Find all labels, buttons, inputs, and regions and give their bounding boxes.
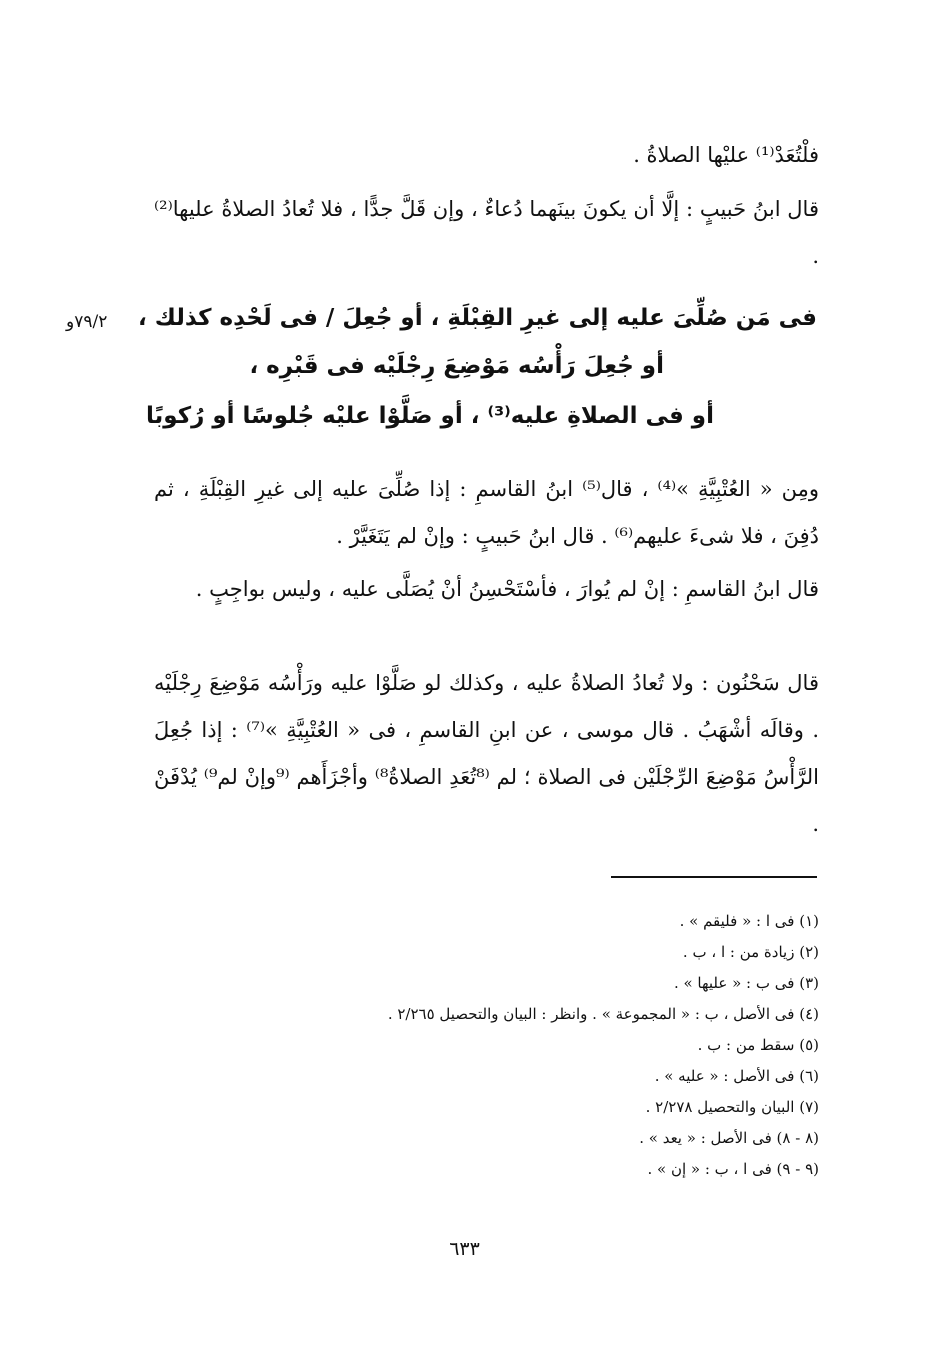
opening-line: فلْتُعَدْ⁽¹⁾ عليْها الصلاةُ . bbox=[633, 143, 819, 167]
footnote-8: (٨ - ٨) فى الأصل : « يعد » . bbox=[639, 1129, 819, 1147]
footnote-1: (١) فى ا : « فليقم » . bbox=[679, 912, 819, 930]
ibn-qasim-paragraph: قال ابنُ القاسمِ : إنْ لم يُوارَ ، فأسْتَحْسِنُ أنْ يُصَلَّى عليه ، وليس بواجِبٍ . bbox=[195, 577, 819, 601]
section-heading-line-2: أو جُعِلَ رَأْسُه مَوْضِعَ رِجْلَيْه فى قَبْرِه ، bbox=[249, 353, 664, 379]
footnote-2: (٢) زيادة من : ا ، ب . bbox=[682, 943, 819, 961]
footnote-5: (٥) سقط من : ب . bbox=[697, 1036, 819, 1054]
footnotes-list bbox=[219, 906, 819, 1185]
margin-folio-note: ٧٩/٢و bbox=[66, 312, 108, 332]
utbiyya-paragraph: ومِن « العُتْبِيَّةِ »⁽⁴⁾ ، قال⁽⁵⁾ ابنُ القاسمِ : إذا صُلِّىَ عليه إلى غيرِ القِبْلَةِ ، ثم دُفِنَ ، فلا شىءَ عليهم⁽⁶⁾ . قال ابنُ حَبيبٍ : وإنْ لم يَتَغَيَّرْ . bbox=[154, 477, 820, 548]
footnote-separator bbox=[611, 876, 817, 878]
footnote-7: (٧) البيان والتحصيل ٢/٢٧٨ . bbox=[645, 1098, 819, 1116]
footnote-9: (٩ - ٩) فى ا ، ب : « إن » . bbox=[647, 1160, 819, 1178]
footnote-3: (٣) فى ب : « عليها » . bbox=[673, 974, 819, 992]
footnote-4: (٤) فى الأصل ، ب : « المجموعة » . وانظر : البيان والتحصيل ٢/٢٦٥ . bbox=[387, 1005, 819, 1023]
section-heading-line-1: فى مَن صُلِّىَ عليه إلى غيرِ القِبْلَةِ ، أو جُعِلَ / فى لَحْدِه كذلك ، bbox=[138, 305, 817, 331]
section-heading-line-3: أو فى الصلاةِ عليه⁽³⁾ ، أو صَلَّوْا عليْه جُلوسًا أو رُكوبًا bbox=[146, 403, 714, 429]
ibn-habib-paragraph: قال ابنُ حَبيبٍ : إلَّا أن يكونَ بينَهما دُعاءٌ ، وإن قَلَّ جدًّا ، فلا تُعادُ الصلاةُ عليها⁽²⁾ . bbox=[154, 197, 819, 268]
sahnun-paragraph: قال سَحْنُون : ولا تُعادُ الصلاةُ عليه ، وكذلك لو صَلَّوْا عليه ورَأْسُه مَوْضِعَ رِجْلَيْه . وقالَه أشْهَبُ . قال موسى ، عن ابنِ القاسمِ ، فى « العُتْبِيَّةِ »⁽⁷⁾ : إذا جُعِلَ الرَّأْسُ مَوْضِعَ الرِّجْلَيْن فى الصلاة ؛ لم ⁽⁸تُعَدِ الصلاةُ⁸⁾ وأجْزَأَهم ⁽⁹وإنْ لم⁹⁾ يُدْفَنْ . bbox=[154, 671, 819, 836]
page-number: ٦٣٣ bbox=[449, 1238, 480, 1260]
footnote-6: (٦) فى الأصل : « عليه » . bbox=[654, 1067, 819, 1085]
